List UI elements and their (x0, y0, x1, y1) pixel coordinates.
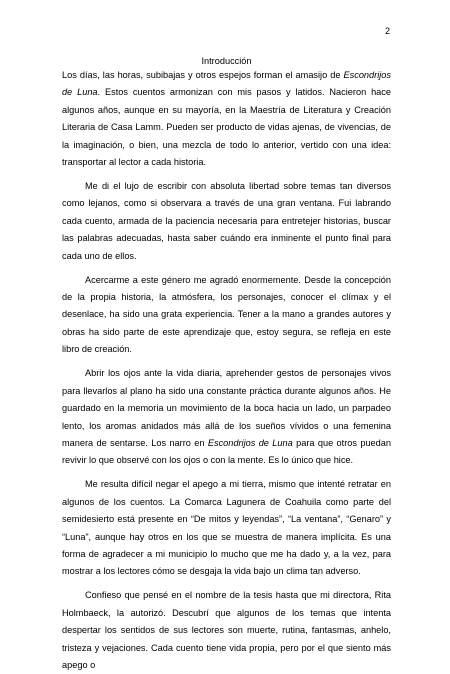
book-title-italic: Escondrijos de Luna (207, 437, 293, 448)
paragraph-6: Confieso que pensé en el nombre de la tesis hasta que mi directora, Rita Holmbaeck, la autorizó. Descubrí que algunos de los temas que intenta despertar los sentidos de sus lectores son muerte, rutina, fantasmas, anhelo, tristeza y vejaciones. Cada cuento tiene vida propia, pero por el que siento más apego o (62, 590, 391, 670)
page-number: 2 (384, 26, 390, 36)
paragraph-5: Me resulta difícil negar el apego a mi tierra, mismo que intenté retratar en algunos de los cuentos. La Comarca Lagunera de Coahuila como parte del semidesierto está presente en “De mitos y leyendas”, “La ventana”, “Genaro” y “Luna”, aunque hay otros en los que se muestra de manera implícita. Es una forma de agradecer a mi municipio lo mucho que me ha dado y, a la vez, para mostrar a los lectores cómo se desgaja la vida bajo un clima tan adverso. (62, 479, 391, 577)
paragraph-4-text-b: para que otros puedan revivir lo que observé con los ojos o con la mente. Es lo único que hice. (62, 437, 391, 466)
paragraph-1-text-a: Los días, las horas, subibajas y otros espejos forman el amasijo de (62, 70, 344, 80)
document-body (62, 67, 391, 674)
paragraph-1-text-b: . Estos cuentos armonizan con mis pasos y latidos. Nacieron hace algunos años, aunque en su mayoría, en la Maestría de Literatura y Creación Literaria de Casa Lamm. Pueden ser producto de vidas ajenas, de vivencias, de la imaginación, o bien, una mezcla de todo lo anterior, vertido con una idea: transportar al lector a cada historia. (62, 87, 391, 168)
paragraph-4 (62, 365, 391, 470)
paragraph-2: Me di el lujo de escribir con absoluta libertad sobre temas tan diversos como lejanos, como si observara a través de una gran ventana. Fui labrando cada cuento, armada de la paciencia necesaria para entretejer historias, buscar las palabras adecuadas, hasta saber cuándo era inminente el punto final para cada uno de ellos. (62, 181, 391, 261)
paragraph-4-text-a: Abrir los ojos ante la vida diaria, aprehender gestos de personajes vivos para llevarlos al plano ha sido una constante práctica durante algunos años. He guardado en la memoria un movimiento de la boca hacia un lado, un parpadeo lento, los aromas anidados más allá de los sueños vívidos o una femenina manera de sentarse. Los narro en (62, 368, 391, 448)
book-title-italic: Escondrijos de Luna (62, 70, 391, 98)
paragraph-3: Acercarme a este género me agradó enormemente. Desde la concepción de la propia historia, la atmósfera, los personajes, conocer el clímax y el desenlace, ha sido una grata experiencia. Tener a la mano a grandes autores y obras ha sido parte de este aprendizaje que, estoy segura, se refleja en este libro de creación. (62, 274, 391, 355)
document-title: Introducción (201, 56, 252, 66)
paragraph-1 (62, 67, 391, 172)
